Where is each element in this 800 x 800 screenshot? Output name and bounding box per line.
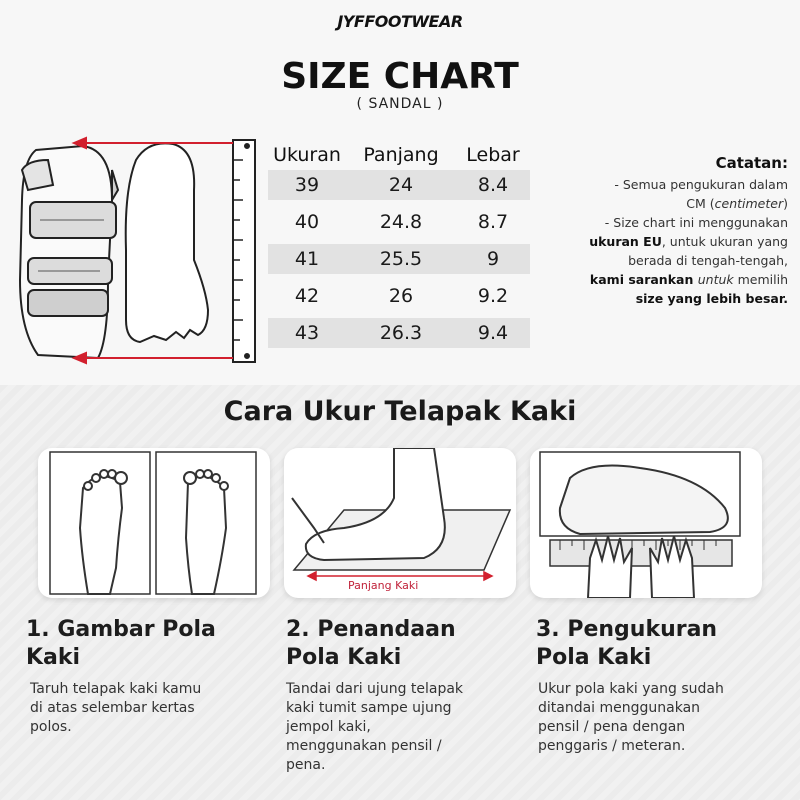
cell-size: 43 xyxy=(294,322,320,344)
step1-desc xyxy=(30,680,201,737)
page-title: SIZE CHART xyxy=(281,56,519,97)
step3-title-line: 3. Pengukuran xyxy=(536,617,718,642)
table-row xyxy=(268,281,530,311)
notes-title: Catatan: xyxy=(715,154,788,172)
step2-desc-line: Tandai dari ujung telapak xyxy=(286,681,464,697)
page-subtitle: ( SANDAL ) xyxy=(356,96,444,112)
size-table xyxy=(268,140,530,355)
measuring-foot-icon xyxy=(530,448,762,598)
step3-card xyxy=(530,448,762,598)
cell-length: 26.3 xyxy=(379,322,423,344)
step2-title-line: Pola Kaki xyxy=(286,645,402,670)
notes-text: , untuk ukuran yang xyxy=(661,234,788,249)
step3-title xyxy=(536,616,717,672)
table-row xyxy=(268,207,530,237)
notes-line xyxy=(548,232,788,251)
step2-desc-line: menggunakan pensil / xyxy=(286,738,442,754)
feet-outline-icon xyxy=(38,448,270,598)
cell-length: 24.8 xyxy=(379,211,423,233)
notes-line xyxy=(548,270,788,289)
brand-logo: JYFFOOTWEAR xyxy=(337,12,463,31)
notes-text-bold: size yang lebih besar. xyxy=(635,291,788,306)
notes-line xyxy=(548,194,788,213)
table-row xyxy=(268,244,530,274)
step3-desc-line: penggaris / meteran. xyxy=(538,738,686,754)
step1-card xyxy=(38,448,270,598)
ruler-icon xyxy=(233,140,255,362)
notes-text: - Size chart ini menggunakan xyxy=(604,215,788,230)
step3-desc xyxy=(538,680,724,756)
notes-text-italic: centimeter xyxy=(714,196,784,211)
cell-width: 8.7 xyxy=(477,211,509,233)
cell-size: 40 xyxy=(294,211,320,233)
header-panjang: Panjang xyxy=(363,144,439,166)
foot-marking-icon xyxy=(284,448,516,598)
step1-desc-line: polos. xyxy=(30,719,72,735)
header-ukuran: Ukuran xyxy=(273,144,341,166)
notes-text-bold: kami sarankan xyxy=(589,272,698,287)
notes-text-italic: untuk xyxy=(697,272,734,287)
foot-icon xyxy=(126,143,208,342)
step1-title xyxy=(26,616,216,672)
step2-desc-line: jempol kaki, xyxy=(286,719,371,735)
sandal-measure-illustration xyxy=(8,130,273,370)
notes-text: - Semua pengukuran dalam xyxy=(614,177,788,192)
step1-title-line: 1. Gambar Pola xyxy=(26,617,216,642)
cell-size: 42 xyxy=(294,285,320,307)
step3-desc-line: pensil / pena dengan xyxy=(538,719,686,735)
step2-desc xyxy=(286,680,463,775)
notes-line xyxy=(548,251,788,270)
table-header xyxy=(268,140,530,170)
cell-width: 8.4 xyxy=(477,174,509,196)
step1-desc-line: di atas selembar kertas xyxy=(30,700,195,716)
sandal-icon xyxy=(20,146,118,358)
notes-text: berada di tengah-tengah, xyxy=(628,253,788,268)
howto-title: Cara Ukur Telapak Kaki xyxy=(223,396,577,427)
notes-block xyxy=(548,154,788,308)
table-row xyxy=(268,170,530,200)
cell-width: 9 xyxy=(486,248,500,270)
notes-text: CM ( xyxy=(686,196,715,211)
cell-width: 9.2 xyxy=(477,285,509,307)
step2-desc-line: kaki tumit sampe ujung xyxy=(286,700,452,716)
step1-desc-line: Taruh telapak kaki kamu xyxy=(30,681,202,697)
step2-card xyxy=(284,448,516,598)
cell-length: 25.5 xyxy=(379,248,423,270)
step2-desc-line: pena. xyxy=(286,757,326,773)
notes-line xyxy=(548,175,788,194)
step1-title-line: Kaki xyxy=(26,645,81,670)
notes-text-bold: ukuran EU xyxy=(589,234,662,249)
notes-line xyxy=(548,289,788,308)
panjang-kaki-label: Panjang Kaki xyxy=(348,579,419,592)
cell-length: 24 xyxy=(388,174,414,196)
notes-text: memilih xyxy=(733,272,788,287)
step2-title-line: 2. Penandaan xyxy=(286,617,456,642)
step3-title-line: Pola Kaki xyxy=(536,645,652,670)
step3-desc-line: Ukur pola kaki yang sudah xyxy=(538,681,724,697)
cell-size: 41 xyxy=(294,248,320,270)
cell-width: 9.4 xyxy=(477,322,509,344)
cell-length: 26 xyxy=(388,285,414,307)
table-row xyxy=(268,318,530,348)
header-lebar: Lebar xyxy=(466,144,520,166)
step2-title xyxy=(286,616,456,672)
notes-text: ) xyxy=(783,196,788,211)
step3-desc-line: ditandai menggunakan xyxy=(538,700,701,716)
cell-size: 39 xyxy=(294,174,320,196)
notes-line xyxy=(548,213,788,232)
